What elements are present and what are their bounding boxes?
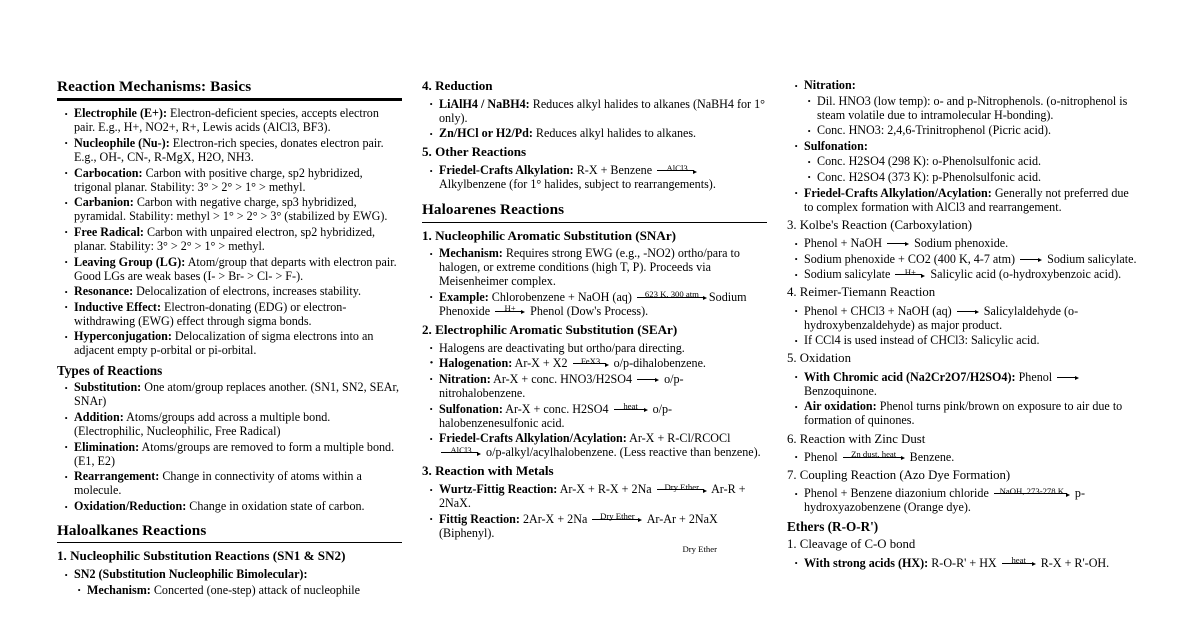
reduction-heading: 4. Reduction — [422, 78, 493, 93]
arrow-label: Zn dust, heat — [851, 449, 897, 460]
arrow-label: Dry Ether — [664, 481, 699, 492]
zinc-list — [787, 450, 1139, 464]
reaction-products: Ar-R + 2NaX. — [439, 482, 746, 511]
reaction-products: o/p-nitrohalobenzene. — [439, 371, 684, 401]
phenol-reactions-list — [787, 78, 1139, 214]
arrow-label: NaOH, 273-278 K — [999, 485, 1065, 496]
arrow-label: AlCl3 — [666, 162, 688, 173]
term-text: One atom/group replaces another. (SN1, SN2, SEAr, SNAr) — [74, 380, 400, 409]
term-label: Friedel-Crafts Alkylation: — [439, 163, 574, 178]
reaction-reactants: Chlorobenzene + NaOH (aq) — [491, 289, 632, 304]
reaction-reactants: Phenol + Benzene diazonium chloride — [804, 486, 989, 501]
cleavage-list — [787, 556, 1139, 570]
reimer-tiemann-heading: 4. Reimer-Tiemann Reaction — [787, 285, 936, 300]
arrow-label: heat — [623, 401, 638, 412]
term-text: Carbon with negative charge, sp3 hybridized, pyramidal. Stability: methyl > 1° > 2° > 3° (stabilized by EWG). — [74, 195, 388, 224]
list-item — [428, 512, 767, 540]
reaction-arrow — [1020, 256, 1042, 263]
list-item — [63, 567, 402, 581]
arrow-shaft — [637, 294, 707, 301]
term-text: Conc. HNO3: 2,4,6-Trinitrophenol (Picric acid). — [817, 123, 1052, 138]
reaction-reactants: Ar-X + R-X + 2Na — [559, 482, 652, 497]
reaction-reactants: Ar-X + conc. H2SO4 — [505, 401, 609, 416]
list-item — [428, 482, 767, 510]
term-label: Zn/HCl or H2/Pd: — [439, 126, 533, 141]
list-item — [793, 370, 1139, 398]
list-item — [793, 304, 1139, 332]
haloarenes-rule — [422, 222, 767, 223]
list-item — [793, 333, 1139, 347]
reaction-arrow — [895, 267, 925, 281]
term-label: Friedel-Crafts Alkylation/Acylation: — [439, 431, 627, 446]
term-label: Resonance: — [74, 284, 134, 299]
list-item — [63, 255, 402, 283]
arrow-shaft — [573, 360, 609, 367]
list-item — [428, 356, 767, 370]
reaction-arrow — [1057, 374, 1079, 381]
term-text: Electron-rich species, donates electron pair. E.g., OH-, CN-, R-MgX, H2O, NH3. — [74, 135, 384, 164]
sear-heading: 2. Electrophilic Aromatic Substitution (SEAr) — [422, 322, 678, 338]
arrow-label: FeX3 — [580, 355, 601, 366]
reaction-products: o/p-dihalobenzene. — [613, 356, 706, 371]
term-label: LiAlH4 / NaBH4: — [439, 96, 530, 111]
oxidation-list — [787, 370, 1139, 428]
reaction-reactants: Sodium salicylate — [804, 267, 891, 282]
reaction-products: p-hydroxyazobenzene (Orange dye). — [804, 486, 1085, 515]
list-item — [793, 139, 1139, 153]
column-1 — [57, 78, 402, 626]
reduction-list — [422, 97, 767, 141]
term-text: Phenol turns pink/brown on exposure to air due to formation of quinones. — [804, 399, 1123, 428]
reaction-products: Salicylic acid (o-hydroxybenzoic acid). — [930, 267, 1122, 282]
arrow-shaft — [657, 486, 707, 493]
term-label: Carbanion: — [74, 195, 134, 210]
reaction-reactants: R-X + Benzene — [576, 163, 653, 178]
term-label: Fittig Reaction: — [439, 511, 520, 526]
arrow-label: heat — [1011, 555, 1026, 565]
reaction-products: Ar-Ar + 2NaX (Biphenyl). — [439, 511, 718, 540]
list-item — [63, 410, 402, 438]
reaction-products: Salicylaldehyde (o-hydroxybenzaldehyde) as major product. — [804, 303, 1079, 332]
reaction-products: R-X + R'-OH. — [1040, 555, 1110, 570]
list-item — [806, 123, 1139, 137]
term-label: Friedel-Crafts Alkylation/Acylation: — [804, 185, 992, 200]
reaction-arrow — [495, 304, 525, 318]
term-label: Nucleophile (Nu-): — [74, 135, 170, 150]
list-item — [63, 440, 402, 468]
haloalkanes-heading: Haloalkanes Reactions — [57, 522, 207, 540]
term-label: Wurtz-Fittig Reaction: — [439, 482, 558, 497]
reaction-arrow — [887, 240, 909, 247]
term-label: Example: — [439, 289, 489, 304]
reaction-reactants: Phenol — [804, 449, 838, 464]
arrow-label: H+ — [904, 266, 916, 277]
list-item — [63, 499, 402, 513]
reaction-arrow — [957, 308, 979, 315]
reaction-products: Benzene. — [909, 449, 955, 464]
term-label: Inductive Effect: — [74, 299, 161, 314]
coupling-list — [787, 486, 1139, 514]
list-item — [793, 252, 1139, 266]
reaction-arrow — [657, 482, 707, 496]
metals-heading: 3. Reaction with Metals — [422, 463, 554, 479]
term-text: Reduces alkyl halides to alkanes. — [535, 126, 697, 141]
term-label: With Chromic acid (Na2Cr2O7/H2SO4): — [804, 369, 1016, 384]
term-label: Addition: — [74, 410, 124, 425]
list-item — [428, 372, 767, 400]
arrow-shaft — [592, 516, 642, 523]
column-2 — [422, 78, 767, 626]
term-label: Air oxidation: — [804, 399, 877, 414]
term-label: Electrophile (E+): — [74, 106, 167, 121]
reaction-arrow — [614, 402, 648, 416]
sear-list — [422, 341, 767, 460]
list-item — [63, 106, 402, 134]
reaction-arrow — [592, 512, 642, 526]
arrow-shaft — [1002, 560, 1036, 567]
arrow-shaft — [895, 271, 925, 278]
term-text: Electron-donating (EDG) or electron-withdrawing (EWG) effect through sigma bonds. — [74, 299, 347, 328]
reaction-reactants: Ar-X + R-Cl/RCOCl — [629, 431, 731, 446]
reaction-products: Sodium salicylate. — [1047, 251, 1137, 266]
list-item — [63, 166, 402, 194]
reaction-products: Phenol (Dow's Process). — [530, 304, 649, 319]
cleavage-heading: 1. Cleavage of C-O bond — [787, 537, 916, 552]
reaction-arrow — [637, 376, 659, 383]
arrow-label: Dry Ether — [600, 511, 635, 522]
term-text: Atom/group that departs with electron pair. Good LGs are weak bases (I- > Br- > Cl- > F-). — [74, 254, 397, 283]
list-item — [793, 450, 1139, 464]
list-item — [793, 556, 1139, 570]
term-label: Mechanism: — [87, 582, 151, 597]
reaction-reactants: Phenol — [1018, 369, 1053, 384]
term-text: Dil. HNO3 (low temp): o- and p-Nitrophenols. (o-nitrophenol is steam volatile due to intramolecular H-bonding). — [817, 93, 1128, 122]
note-text: Halogens are deactivating but ortho/para directing. — [439, 340, 685, 355]
term-label: Halogenation: — [439, 356, 513, 371]
reaction-products: Alkylbenzene (for 1° halides, subject to rearrangements). — [439, 177, 716, 192]
list-item — [63, 329, 402, 357]
term-text: Requires strong EWG (e.g., -NO2) ortho/para to halogen, or extreme conditions (high T, P). Proceeds via Meisenheimer complex. — [439, 246, 740, 289]
term-text: Conc. H2SO4 (298 K): o-Phenolsulfonic acid. — [817, 154, 1042, 169]
list-item — [63, 380, 402, 408]
snar-heading: 1. Nucleophilic Aromatic Substitution (SNAr) — [422, 227, 677, 243]
term-label: With strong acids (HX): — [804, 555, 929, 570]
other-reactions-list — [422, 163, 767, 191]
other-reactions-heading: 5. Other Reactions — [422, 144, 527, 160]
title-rule — [57, 98, 402, 101]
reaction-reactants: Phenol + CHCl3 + NaOH (aq) — [804, 303, 952, 318]
list-item — [793, 267, 1139, 281]
term-text: Concerted (one-step) attack of nucleophile — [153, 582, 361, 597]
haloalkanes-rule — [57, 542, 402, 543]
term-label: Sulfonation: — [804, 138, 868, 153]
kolbe-list — [787, 236, 1139, 281]
term-text: Generally not preferred due to complex formation with AlCl3 and rearrangement. — [804, 185, 1129, 214]
term-label: Sulfonation: — [439, 401, 503, 416]
reaction-products: o/p-halobenzenesulfonic acid. — [439, 401, 673, 430]
snar-list — [422, 246, 767, 318]
reaction-products: o/p-alkyl/acylhalobenzene. (Less reactive than benzene). — [486, 445, 761, 460]
arrow-shaft — [495, 308, 525, 315]
list-item — [806, 154, 1139, 168]
reaction-arrow — [994, 486, 1070, 500]
list-item — [793, 399, 1139, 427]
list-item — [76, 583, 402, 597]
arrow-shaft — [843, 454, 905, 461]
zinc-dust-heading: 6. Reaction with Zinc Dust — [787, 431, 926, 446]
term-label: Free Radical: — [74, 224, 144, 239]
reaction-reactants: Sodium phenoxide + CO2 (400 K, 4-7 atm) — [804, 251, 1016, 266]
types-list — [57, 380, 402, 513]
ethers-heading: Ethers (R-O-R') — [787, 519, 879, 535]
arrow-shaft — [657, 167, 697, 174]
list-item — [793, 236, 1139, 250]
types-of-reactions-heading: Types of Reactions — [57, 362, 163, 378]
nucleophilic-substitution-heading: 1. Nucleophilic Substitution Reactions (SN1 & SN2) — [57, 548, 346, 564]
arrow-label: AlCl3 — [450, 444, 472, 455]
list-item — [428, 126, 767, 140]
term-label: Nitration: — [439, 371, 491, 386]
term-label: Leaving Group (LG): — [74, 254, 186, 269]
term-label: Nitration: — [804, 78, 856, 92]
term-label: Rearrangement: — [74, 469, 160, 484]
term-text: Delocalization of electrons, increases stability. — [136, 284, 362, 299]
sn-list — [57, 567, 402, 597]
list-item — [428, 341, 767, 355]
term-text: Carbon with unpaired electron, sp2 hybridized, planar. Stability: 3° > 2° > 1° > methyl. — [74, 224, 376, 253]
list-item — [428, 431, 767, 459]
list-item — [806, 94, 1139, 122]
list-item — [63, 284, 402, 298]
oxidation-heading: 5. Oxidation — [787, 351, 851, 366]
list-item — [793, 78, 1139, 92]
term-text: Atoms/groups add across a multiple bond. (Electrophilic, Nucleophilic, Free Radical) — [74, 410, 331, 439]
term-text: Atoms/groups are removed to form a multiple bond. (E1, E2) — [74, 439, 395, 468]
reaction-arrow — [657, 163, 697, 177]
list-item — [63, 469, 402, 497]
reaction-intermediate: Sodium Phenoxide — [439, 289, 747, 319]
arrow-shaft — [614, 406, 648, 413]
list-item — [63, 300, 402, 328]
reaction-arrow — [573, 356, 609, 370]
list-item — [63, 136, 402, 164]
reaction-reactants: R-O-R' + HX — [931, 555, 997, 570]
coupling-heading: 7. Coupling Reaction (Azo Dye Formation) — [787, 467, 1011, 482]
list-item — [63, 225, 402, 253]
kolbe-heading: 3. Kolbe's Reaction (Carboxylation) — [787, 217, 972, 232]
term-label: Mechanism: — [439, 246, 503, 261]
list-item — [428, 290, 767, 318]
basics-list — [57, 106, 402, 357]
column-3 — [787, 78, 1139, 626]
reaction-arrow — [441, 445, 481, 459]
reaction-reactants: Phenol + NaOH — [804, 236, 883, 251]
term-label: Oxidation/Reduction: — [74, 499, 187, 514]
reaction-reactants: 2Ar-X + 2Na — [522, 511, 588, 526]
reaction-arrow — [843, 450, 905, 464]
list-item — [428, 97, 767, 125]
reaction-arrow — [1002, 556, 1036, 570]
page-title: Reaction Mechanisms: Basics — [57, 78, 252, 95]
haloarenes-heading: Haloarenes Reactions — [422, 201, 565, 219]
term-label: Hyperconjugation: — [74, 329, 172, 344]
list-item — [428, 246, 767, 288]
term-text: Reduces alkyl halides to alkanes (NaBH4 for 1° only). — [439, 96, 765, 125]
list-item — [806, 170, 1139, 184]
arrow-shaft — [441, 449, 481, 456]
term-text: Conc. H2SO4 (373 K): p-Phenolsulfonic acid. — [817, 169, 1042, 184]
list-item — [793, 486, 1139, 514]
reaction-arrow — [637, 290, 707, 304]
metals-list — [422, 482, 767, 540]
note-text: If CCl4 is used instead of CHCl3: Salicylic acid. — [804, 333, 1040, 348]
reaction-products: Sodium phenoxide. — [914, 236, 1009, 251]
term-text: Electron-deficient species, accepts electron pair. E.g., H+, NO2+, R+, Lewis acids (AlCl3, BF3). — [74, 106, 379, 135]
list-item — [428, 402, 767, 430]
reaction-reactants: Ar-X + conc. HNO3/H2SO4 — [493, 371, 633, 386]
term-text: Change in oxidation state of carbon. — [189, 499, 365, 514]
arrow-shaft — [994, 490, 1070, 497]
reaction-products: Benzoquinone. — [804, 383, 877, 398]
term-text: Delocalization of sigma electrons into an adjacent empty p-orbital or pi-orbital. — [74, 329, 374, 358]
arrow-label: H+ — [504, 303, 516, 314]
term-label: Substitution: — [74, 380, 142, 395]
list-item — [63, 195, 402, 223]
sn2-label: SN2 (Substitution Nucleophilic Bimolecular): — [74, 567, 308, 582]
term-text: Carbon with positive charge, sp2 hybridized, trigonal planar. Stability: 3° > 2° > 1° > methyl. — [74, 165, 363, 194]
clipped-arrow-label: Dry Ether — [682, 543, 717, 554]
reimer-list — [787, 304, 1139, 348]
arrow-label: 623 K, 300 atm — [644, 289, 699, 300]
reaction-reactants: Ar-X + X2 — [514, 356, 568, 371]
term-text: Change in connectivity of atoms within a molecule. — [74, 469, 362, 498]
term-label: Elimination: — [74, 439, 140, 454]
term-label: Carbocation: — [74, 165, 143, 180]
list-item — [793, 186, 1139, 214]
list-item — [428, 163, 767, 191]
